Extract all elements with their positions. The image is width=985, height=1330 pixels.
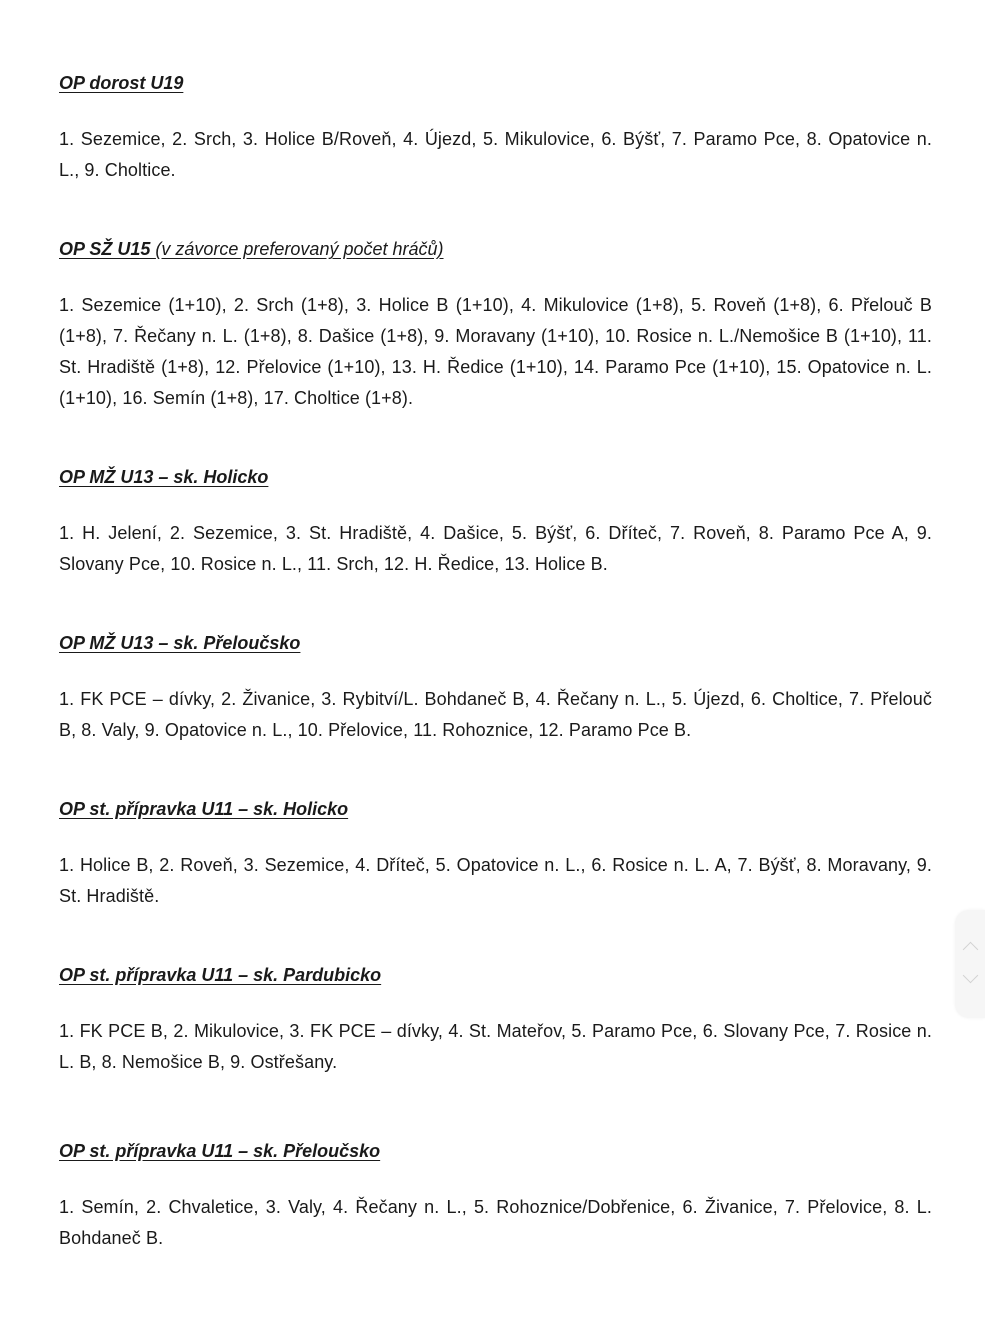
section-heading: OP st. přípravka U11 – sk. Pardubicko bbox=[59, 965, 382, 985]
section-heading-note: (v závorce preferovaný počet hráčů) bbox=[155, 239, 444, 259]
section-heading: OP st. přípravka U11 – sk. Přeloučsko bbox=[59, 1141, 381, 1161]
section-mz-u13-preloucsko bbox=[59, 632, 932, 746]
section-u11-holicko bbox=[59, 798, 932, 912]
section-team-list: 1. Semín, 2. Chvaletice, 3. Valy, 4. Řečany n. L., 5. Rohoznice/Dobřenice, 6. Živanice, 7. Přelovice, 8. L. Bohdaneč B. bbox=[59, 1197, 932, 1248]
section-team-list: 1. FK PCE B, 2. Mikulovice, 3. FK PCE – dívky, 4. St. Mateřov, 5. Paramo Pce, 6. Slovany Pce, 7. Rosice n. L. B, 8. Nemošice B, 9. Ostřešany. bbox=[59, 1021, 932, 1072]
chevron-down-icon[interactable] bbox=[963, 968, 979, 984]
section-heading: OP dorost U19 bbox=[59, 73, 184, 93]
section-u11-preloucsko bbox=[59, 1140, 932, 1254]
section-team-list: 1. FK PCE – dívky, 2. Živanice, 3. Rybitví/L. Bohdaneč B, 4. Řečany n. L., 5. Újezd, 6. Choltice, 7. Přelouč B, 8. Valy, 9. Opatovice n. L., 10. Přelovice, 11. Rohoznice, 12. Paramo Pce B. bbox=[59, 689, 932, 740]
chevron-up-icon[interactable] bbox=[963, 942, 979, 958]
section-dorost-u19 bbox=[59, 72, 932, 186]
section-sz-u15 bbox=[59, 238, 932, 414]
section-team-list: 1. H. Jelení, 2. Sezemice, 3. St. Hradiště, 4. Dašice, 5. Býšť, 6. Dříteč, 7. Roveň, 8. Paramo Pce A, 9. Slovany Pce, 10. Rosice n. L., 11. Srch, 12. H. Ředice, 13. Holice B. bbox=[59, 523, 932, 574]
section-heading: OP st. přípravka U11 – sk. Holicko bbox=[59, 799, 349, 819]
section-team-list: 1. Sezemice, 2. Srch, 3. Holice B/Roveň, 4. Újezd, 5. Mikulovice, 6. Býšť, 7. Paramo Pce, 8. Opatovice n. L., 9. Choltice. bbox=[59, 129, 932, 180]
section-heading: OP MŽ U13 – sk. Holicko bbox=[59, 467, 269, 487]
section-heading: OP MŽ U13 – sk. Přeloučsko bbox=[59, 633, 301, 653]
section-mz-u13-holicko bbox=[59, 466, 932, 580]
section-team-list: 1. Holice B, 2. Roveň, 3. Sezemice, 4. Dříteč, 5. Opatovice n. L., 6. Rosice n. L. A, 7. Býšť, 8. Moravany, 9. St. Hradiště. bbox=[59, 855, 932, 906]
section-team-list: 1. Sezemice (1+10), 2. Srch (1+8), 3. Holice B (1+10), 4. Mikulovice (1+8), 5. Roveň (1+8), 6. Přelouč B (1+8), 7. Řečany n. L. (1+8), 8. Dašice (1+8), 9. Moravany (1+10), 10. Rosice n. L./Nemošice B (1+10), 11. St. Hradiště (1+8), 12. Přelovice (1+10), 13. H. Ředice (1+10), 14. Paramo Pce (1+10), 15. Opatovice n. L. (1+10), 16. Semín (1+8), 17. Choltice (1+8). bbox=[59, 295, 932, 408]
section-heading: OP SŽ U15 (v závorce preferovaný počet hráčů) bbox=[59, 239, 444, 259]
scroll-handle[interactable] bbox=[955, 910, 985, 1018]
section-u11-pardubicko bbox=[59, 964, 932, 1078]
